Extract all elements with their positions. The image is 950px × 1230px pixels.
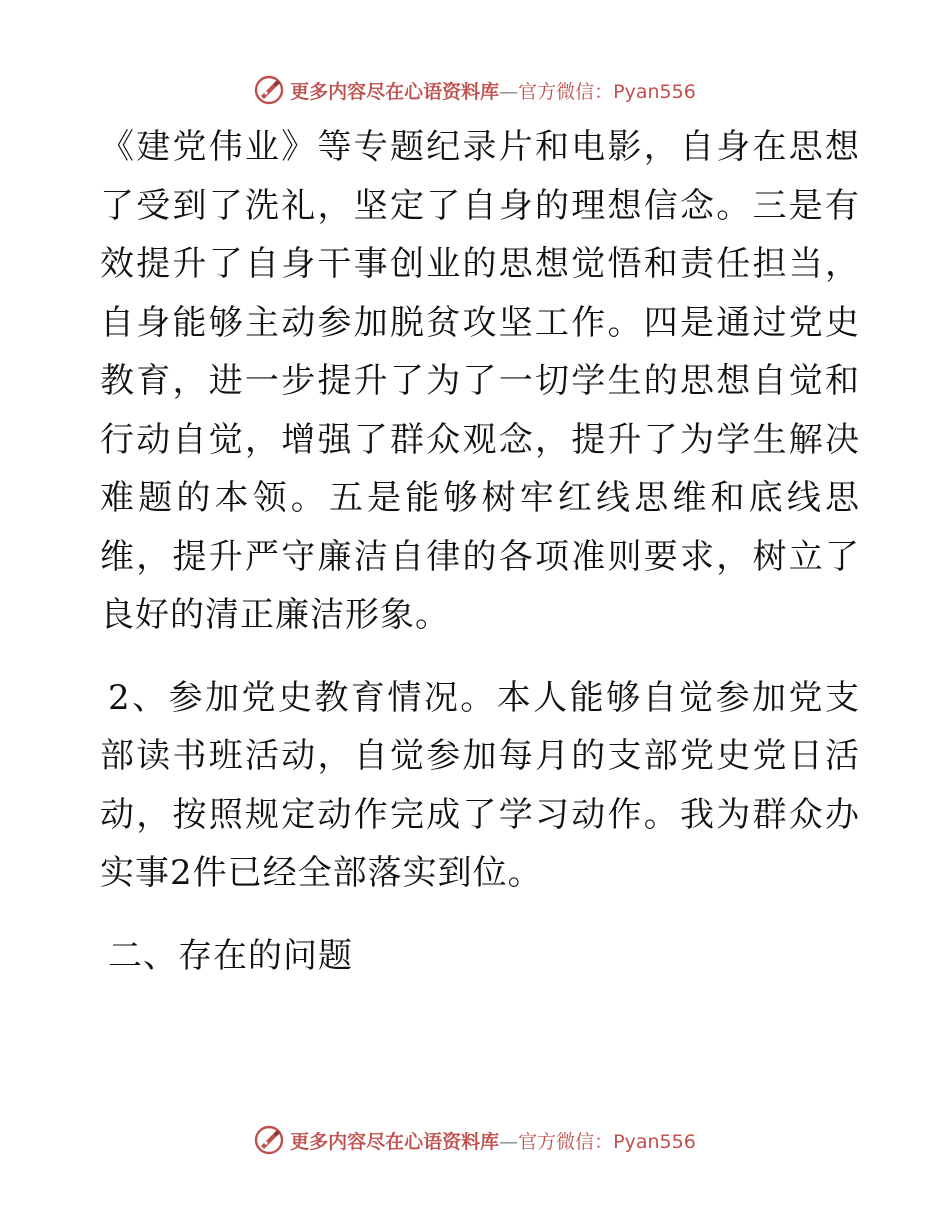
body-paragraph: 《建党伟业》等专题纪录片和电影，自身在思想了受到了洗礼，坚定了自身的理想信念。三是有效提升了自身干事创业的思想觉悟和责任担当，自身能够主动参加脱贫攻坚工作。四是通过党史教育，进一步提升了为了一切学生的思想自觉和行动自觉，增强了群众观念，提升了为学生解决难题的本领。五是能够树牢红线思维和底线思维，提升严守廉洁自律的各项准则要求，树立了良好的清正廉洁形象。 [100,127,860,635]
section-heading-problems: 二、存在的问题 [108,935,353,976]
pen-nib-logo-icon [254,75,284,105]
footer-banner-separator: — [499,1130,519,1153]
footer-banner-lead: 更多内容尽在心语资料库 [290,1130,500,1153]
document-body [100,118,860,985]
header-banner-wechat: 官方微信：Pyan556 [518,80,696,103]
footer-banner [0,1122,950,1158]
footer-banner-text [290,1127,696,1154]
body-paragraph-party-history: 2、参加党史教育情况。本人能够自觉参加党支部读书班活动，自觉参加每月的支部党史党日活动，按照规定动作完成了学习动作。我为群众办实事2件已经全部落实到位。 [100,677,860,893]
pen-nib-logo-icon [254,1125,284,1155]
header-banner-lead: 更多内容尽在心语资料库 [290,80,500,103]
header-banner [0,72,950,108]
footer-banner-wechat: 官方微信：Pyan556 [518,1130,696,1153]
header-banner-text [290,77,696,104]
header-banner-separator: — [499,80,519,103]
